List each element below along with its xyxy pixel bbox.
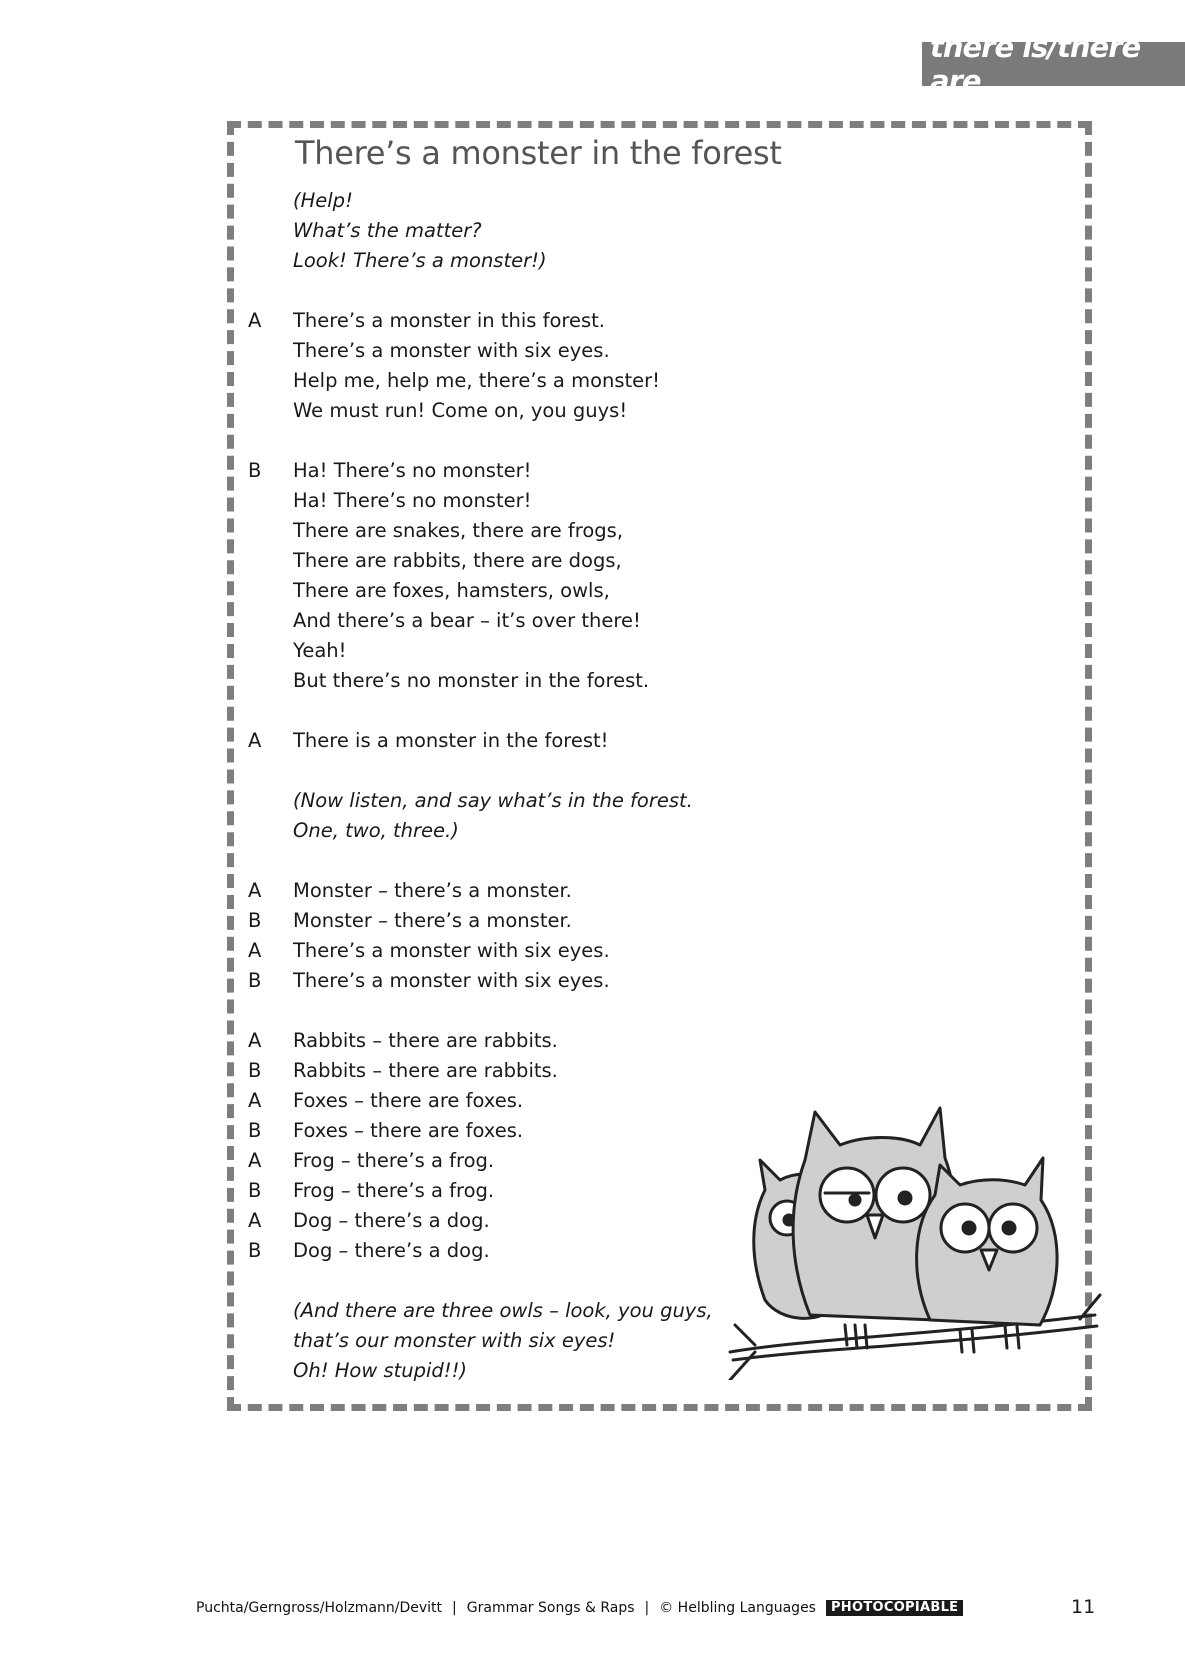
footer: Puchta/Gerngross/Holzmann/Devitt | Grammar Songs & Raps | © Helbling Languages PHOTOCOPIABLE [196,1597,1086,1619]
speaker-label: B [248,1179,262,1202]
lyric-text: Foxes – there are foxes. [293,1089,524,1112]
speaker-label: B [248,1119,262,1142]
lyric-text: There are snakes, there are frogs, [293,519,624,542]
speaker-label: A [248,1089,262,1112]
lyric-text: Ha! There’s no monster! [293,489,532,512]
lyric-text: But there’s no monster in the forest. [293,669,650,692]
lyric-text: Look! There’s a monster!) [293,249,547,272]
lyric-text: that’s our monster with six eyes! [293,1329,616,1352]
lyric-text: Rabbits – there are rabbits. [293,1059,558,1082]
lyric-text: And there’s a bear – it’s over there! [293,609,641,632]
speaker-label: B [248,459,262,482]
speaker-label: A [248,309,262,332]
lyric-text: There is a monster in the forest! [293,729,609,752]
speaker-label: B [248,1059,262,1082]
topic-label: there is/there are [930,30,1141,98]
footer-authors: Puchta/Gerngross/Holzmann/Devitt [196,1600,443,1616]
footer-book: Grammar Songs & Raps [466,1600,635,1616]
page-number: 11 [1071,1596,1096,1618]
speaker-label: B [248,1239,262,1262]
lyric-text: (Now listen, and say what’s in the forest. [293,789,693,812]
speaker-label: A [248,1029,262,1052]
speaker-label: A [248,879,262,902]
speaker-label: B [248,909,262,932]
lyric-text: One, two, three.) [293,819,459,842]
lyric-text: (And there are three owls – look, you guys, [293,1299,713,1322]
topic-tab [922,30,1185,98]
speaker-label: A [248,1149,262,1172]
lyric-text: (Help! [293,189,353,212]
lyric-text: Rabbits – there are rabbits. [293,1029,558,1052]
lyric-text: There’s a monster with six eyes. [293,339,610,362]
lyric-text: Monster – there’s a monster. [293,879,572,902]
lyric-text: There’s a monster in this forest. [293,309,605,332]
lyric-text: There’s a monster with six eyes. [293,939,610,962]
lyric-text: There’s a monster with six eyes. [293,969,610,992]
lyric-text: Foxes – there are foxes. [293,1119,524,1142]
speaker-label: B [248,969,262,992]
speaker-label: A [248,939,262,962]
lyric-text: Frog – there’s a frog. [293,1149,495,1172]
speaker-label: A [248,729,262,752]
footer-publisher: © Helbling Languages [659,1600,816,1616]
lyric-text: Ha! There’s no monster! [293,459,532,482]
lyric-text: Yeah! [293,639,347,662]
speaker-label: A [248,1209,262,1232]
lyric-text: Oh! How stupid!!) [293,1359,468,1382]
lyric-text: Help me, help me, there’s a monster! [293,369,660,392]
song-title: There’s a monster in the forest [295,134,782,172]
owls-on-branch-icon [725,1090,1105,1380]
lyric-text: What’s the matter? [293,219,482,242]
lyric-text: Frog – there’s a frog. [293,1179,495,1202]
lyric-text: Dog – there’s a dog. [293,1209,490,1232]
lyric-text: We must run! Come on, you guys! [293,399,628,422]
lyric-text: There are foxes, hamsters, owls, [293,579,610,602]
lyric-text: There are rabbits, there are dogs, [293,549,622,572]
lyric-text: Dog – there’s a dog. [293,1239,490,1262]
photocopiable-badge: PHOTOCOPIABLE [826,1600,963,1616]
lyric-text: Monster – there’s a monster. [293,909,572,932]
